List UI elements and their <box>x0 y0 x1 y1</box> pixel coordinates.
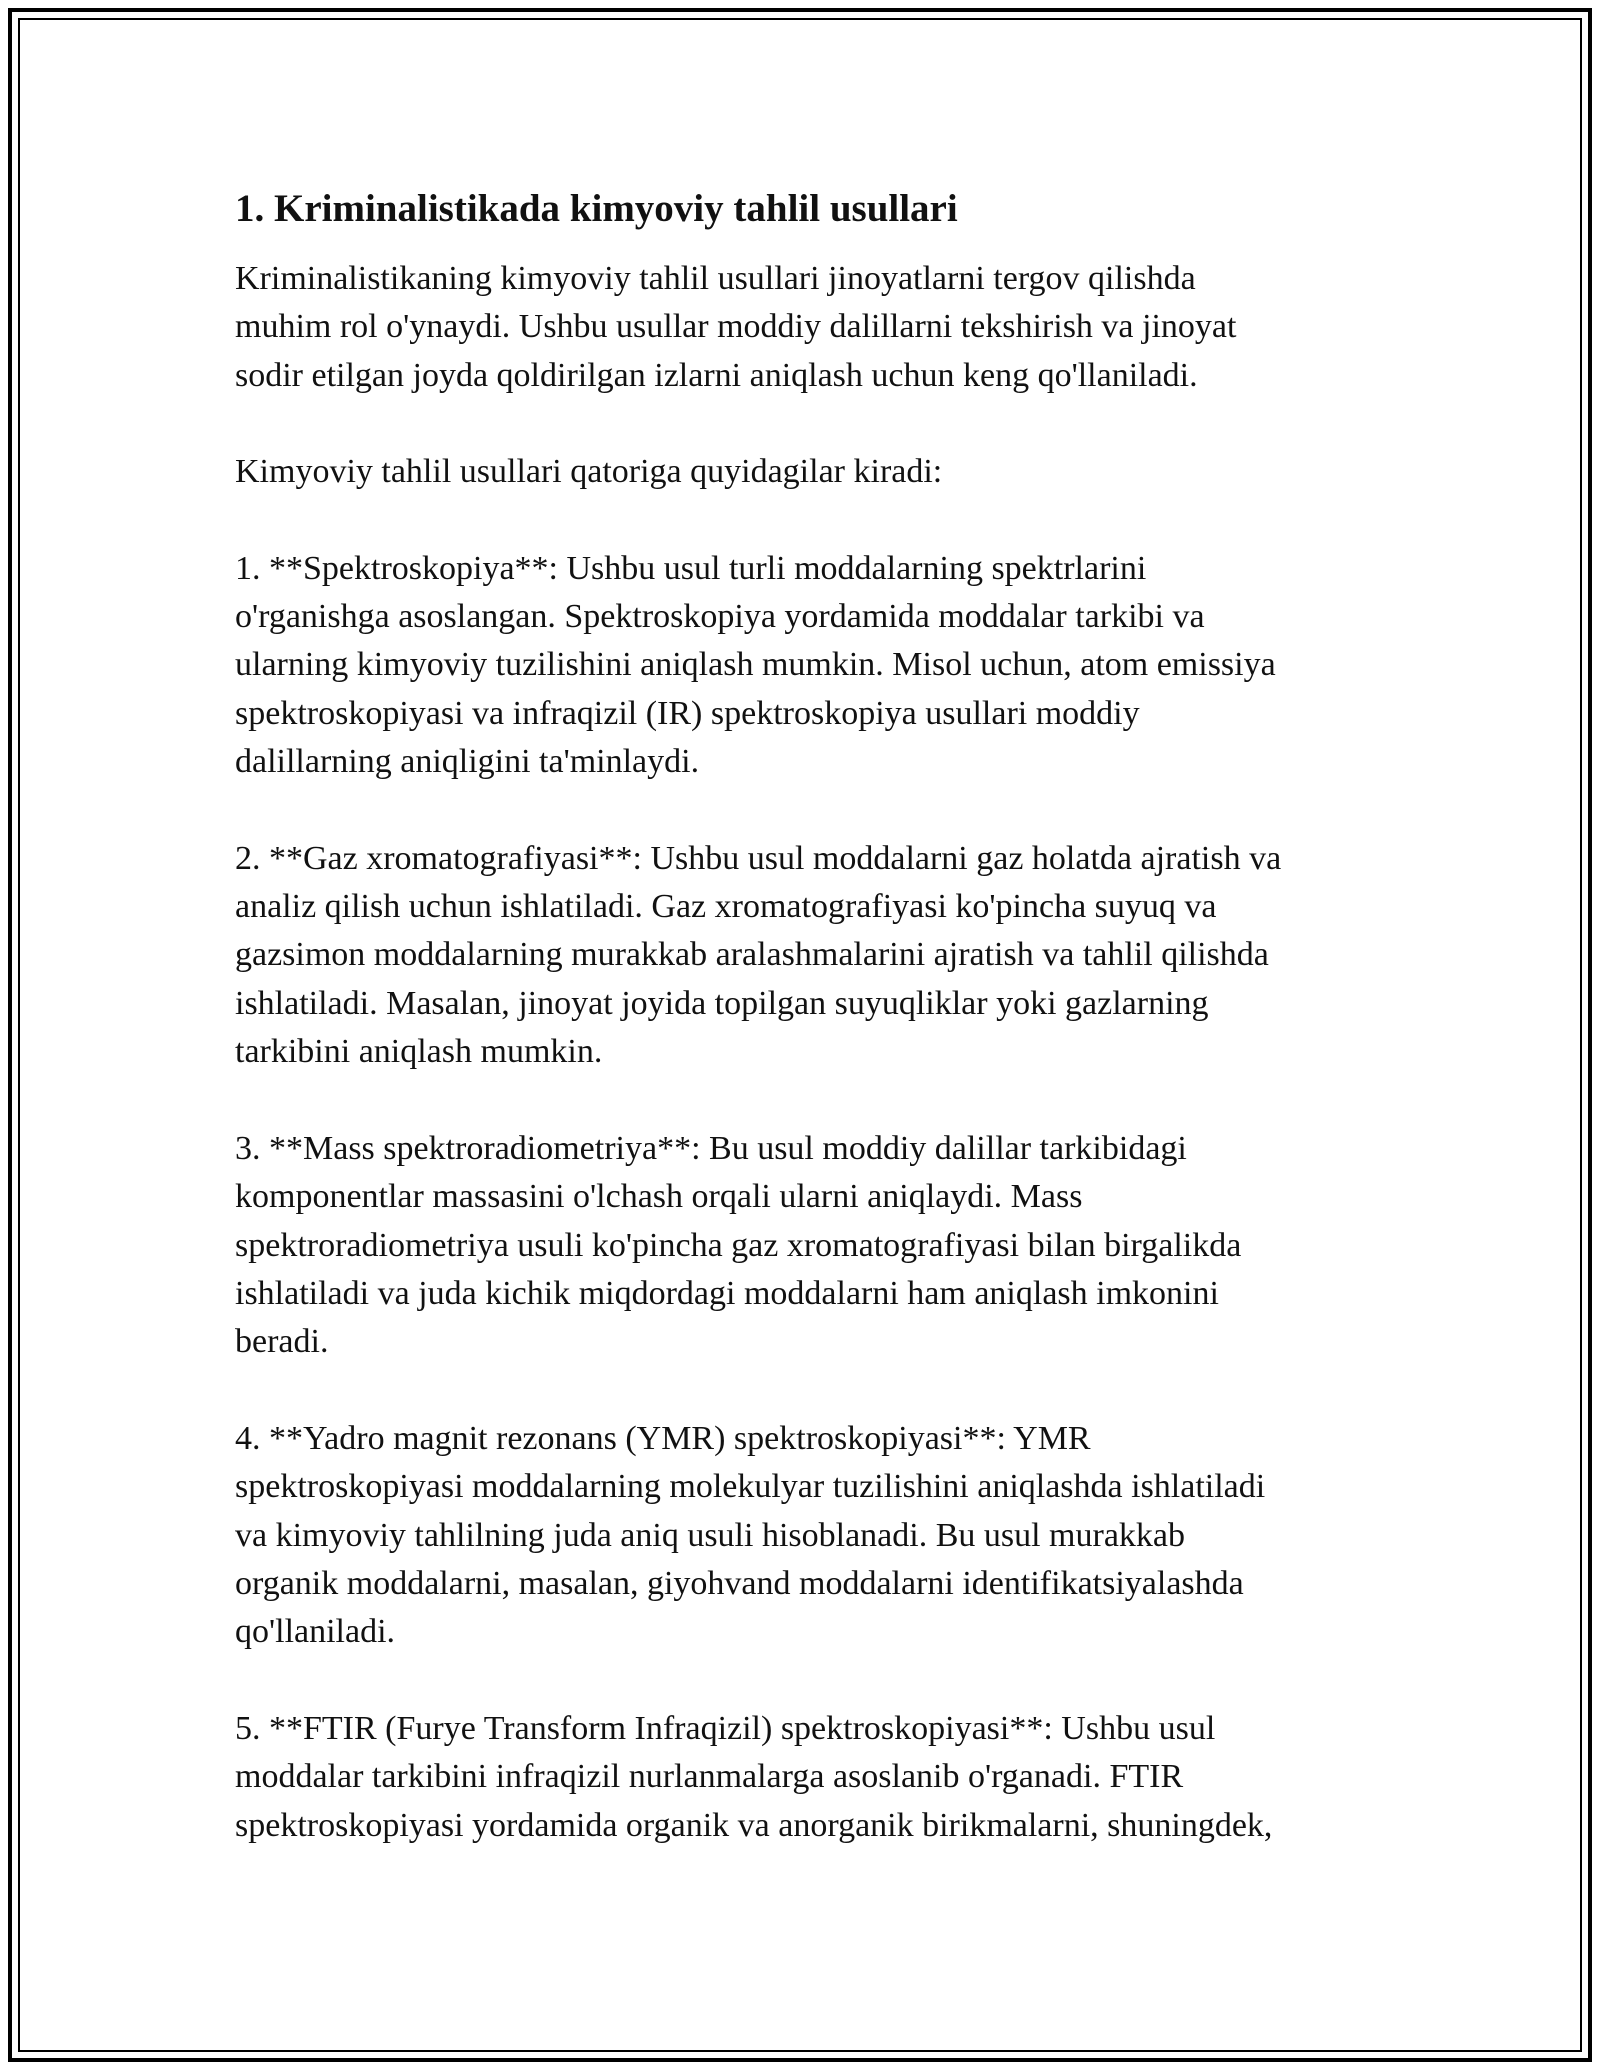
paragraph-line: 4. **Yadro magnit rezonans (YMR) spektroskopiyasi**: YMR <box>235 1419 1091 1457</box>
list-item-ftir-spektroskopiyasi <box>235 1705 1415 1850</box>
paragraph-line: dalillarning aniqligini ta'minlaydi. <box>235 743 700 781</box>
paragraph-line: spektroskopiyasi moddalarning molekulyar tuzilishini aniqlashda ishlatiladi <box>235 1468 1266 1506</box>
paragraph-line: komponentlar massasini o'lchash orqali ularni aniqlaydi. Mass <box>235 1178 1083 1216</box>
paragraph-line: beradi. <box>235 1323 329 1361</box>
paragraph-line: 3. **Mass spektroradiometriya**: Bu usul moddiy dalillar tarkibidagi <box>235 1129 1187 1167</box>
paragraph-line: muhim rol o'ynaydi. Ushbu usullar moddiy dalillarni tekshirish va jinoyat <box>235 308 1237 346</box>
paragraph-line: ishlatiladi. Masalan, jinoyat joyida topilgan suyuqliklar yoki gazlarning <box>235 984 1209 1022</box>
paragraph-line: Kimyoviy tahlil usullari qatoriga quyidagilar kiradi: <box>235 453 943 491</box>
list-intro-paragraph <box>235 448 1415 496</box>
list-item-mass-spektroradiometriya <box>235 1125 1415 1367</box>
paragraph-line: analiz qilish uchun ishlatiladi. Gaz xromatografiyasi ko'pincha suyuq va <box>235 888 1217 926</box>
document-body <box>235 185 1415 1898</box>
list-item-spektroskopiya <box>235 545 1415 787</box>
paragraph-line: moddalar tarkibini infraqizil nurlanmalarga asoslanib o'rganadi. FTIR <box>235 1758 1184 1796</box>
paragraph-line: spektroskopiyasi yordamida organik va anorganik birikmalarni, shuningdek, <box>235 1806 1273 1844</box>
paragraph-line: 5. **FTIR (Furye Transform Infraqizil) spektroskopiyasi**: Ushbu usul <box>235 1709 1216 1747</box>
paragraph-line: spektroskopiyasi va infraqizil (IR) spektroskopiya usullari moddiy <box>235 694 1140 732</box>
paragraph-line: ishlatiladi va juda kichik miqdordagi moddalarni ham aniqlash imkonini <box>235 1274 1219 1312</box>
list-item-ymr-spektroskopiyasi <box>235 1415 1415 1657</box>
paragraph-line: 2. **Gaz xromatografiyasi**: Ushbu usul moddalarni gaz holatda ajratish va <box>235 839 1282 877</box>
paragraph-line: va kimyoviy tahlilning juda aniq usuli hisoblanadi. Bu usul murakkab <box>235 1516 1186 1554</box>
paragraph-line: sodir etilgan joyda qoldirilgan izlarni aniqlash uchun keng qo'llaniladi. <box>235 356 1198 394</box>
paragraph-line: o'rganishga asoslangan. Spektroskopiya yordamida moddalar tarkibi va <box>235 598 1205 636</box>
paragraph-line: tarkibini aniqlash mumkin. <box>235 1033 603 1071</box>
paragraph-line: ularning kimyoviy tuzilishini aniqlash mumkin. Misol uchun, atom emissiya <box>235 646 1276 684</box>
paragraph-line: qo'llaniladi. <box>235 1613 396 1651</box>
paragraph-line: spektroradiometriya usuli ko'pincha gaz xromatografiyasi bilan birgalikda <box>235 1226 1242 1264</box>
paragraph-line: Kriminalistikaning kimyoviy tahlil usullari jinoyatlarni tergov qilishda <box>235 260 1196 297</box>
intro-paragraph <box>235 255 1415 400</box>
paragraph-line: organik moddalarni, masalan, giyohvand moddalarni identifikatsiyalashda <box>235 1564 1244 1602</box>
paragraph-line: gazsimon moddalarning murakkab aralashmalarini ajratish va tahlil qilishda <box>235 936 1269 974</box>
list-item-gaz-xromatografiyasi <box>235 835 1415 1077</box>
page-title: 1. Kriminalistikada kimyoviy tahlil usullari <box>235 187 958 230</box>
paragraph-line: 1. **Spektroskopiya**: Ushbu usul turli moddalarning spektrlarini <box>235 549 1147 587</box>
